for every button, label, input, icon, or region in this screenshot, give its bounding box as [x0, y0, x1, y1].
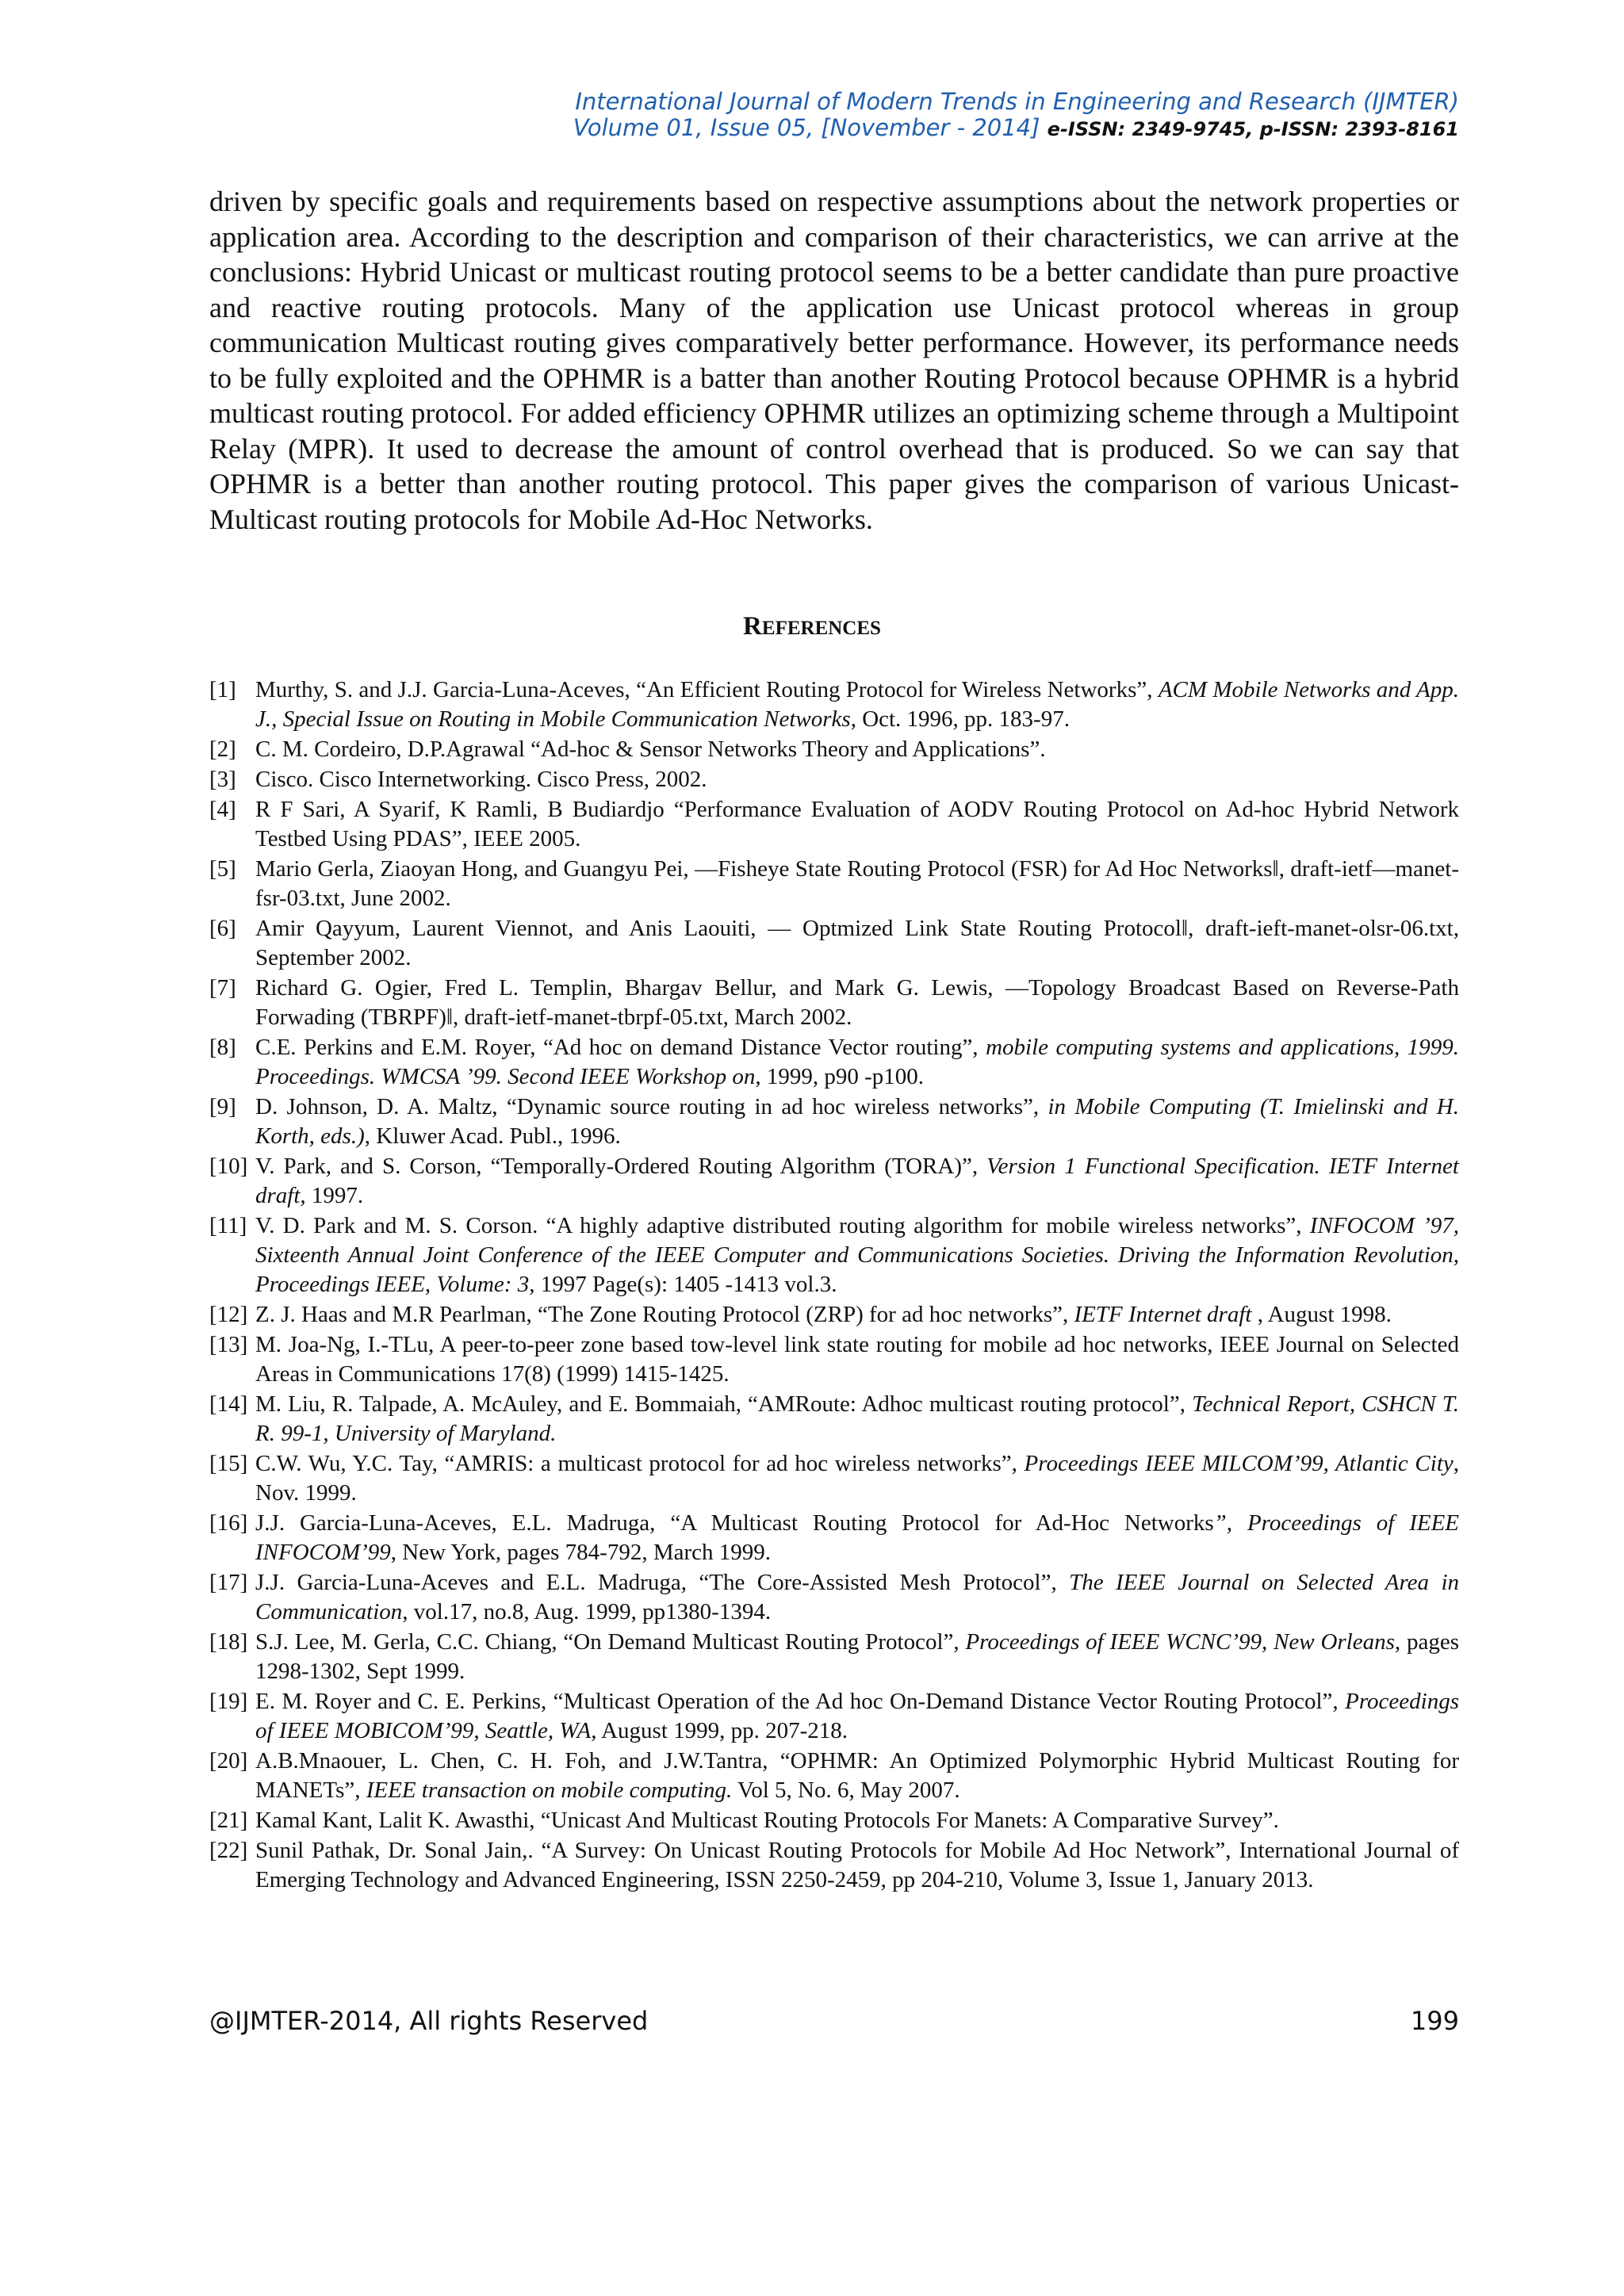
reference-item [209, 1628, 1459, 1686]
reference-number: [16] [209, 1510, 248, 1536]
reference-text: Richard G. Ogier, Fred L. Templin, Bhargav Bellur, and Mark G. Lewis, ―Topology Broadcast Based on Reverse-Path Forwading (TBRPF)‖, draft-ietf-manet-tbrpf-05.txt, March 2002. [255, 975, 1459, 1030]
references-heading-initial: R [743, 612, 762, 641]
reference-italic-text: IETF Internet draft [1074, 1302, 1252, 1327]
page-number: 199 [1410, 2006, 1459, 2036]
reference-text: , New York, pages 784-792, March 1999. [390, 1540, 772, 1565]
reference-number: [8] [209, 1035, 236, 1060]
reference-text: E. M. Royer and C. E. Perkins, “Multicast Operation of the Ad hoc On-Demand Distance Vector Routing Protocol”, [255, 1689, 1346, 1714]
reference-number: [2] [209, 737, 236, 762]
reference-italic-text: ACM Mobile Networks and App. J., Special Issue on Routing in Mobile Communication Networks [255, 677, 1459, 732]
reference-text: Sunil Pathak, Dr. Sonal Jain,. “A Survey: On Unicast Routing Protocols for Mobile Ad Hoc Network”, International Journal of Emerging Technology and Advanced Engineering, ISSN 2250-2459, pp 204-210, Volume 3, Issue 1, January 2013. [255, 1838, 1459, 1892]
reference-text: Z. J. Haas and M.R Pearlman, “The Zone Routing Protocol (ZRP) for ad hoc networks”, [255, 1302, 1074, 1327]
journal-header [573, 89, 1459, 143]
reference-number: [19] [209, 1689, 248, 1714]
reference-italic-text: IEEE transaction on mobile computing. [366, 1777, 733, 1803]
reference-text: D. Johnson, D. A. Maltz, “Dynamic source routing in ad hoc wireless networks”, [255, 1094, 1048, 1119]
reference-number: [17] [209, 1570, 248, 1595]
reference-item [209, 1093, 1459, 1151]
reference-text: , Oct. 1996, pp. 183-97. [850, 706, 1070, 732]
reference-number: [21] [209, 1808, 248, 1833]
reference-italic-text: INFOCOM ’97, Sixteenth Annual Joint Conference of the IEEE Computer and Communications Societies. Driving the Information Revolution, Proceedings IEEE, Volume: 3, [255, 1213, 1460, 1297]
reference-text: Vol 5, No. 6, May 2007. [732, 1777, 960, 1803]
reference-text: J.J. Garcia-Luna-Aceves, E.L. Madruga, “A Multicast Routing Protocol for Ad-Hoc Networks [255, 1510, 1214, 1536]
reference-number: [3] [209, 767, 236, 792]
reference-number: [11] [209, 1213, 247, 1238]
reference-text: J.J. Garcia-Luna-Aceves and E.L. Madruga, “The Core-Assisted Mesh Protocol”, [255, 1570, 1070, 1595]
reference-text: 1997. [305, 1183, 364, 1208]
reference-item [209, 1330, 1459, 1389]
reference-item [209, 914, 1459, 973]
reference-italic-text: The IEEE Journal on Selected Area in Communication [255, 1570, 1459, 1624]
reference-text: C. M. Cordeiro, D.P.Agrawal “Ad-hoc & Sensor Networks Theory and Applications”. [255, 737, 1046, 762]
reference-text: August 1999, pp. 207-218. [596, 1718, 848, 1743]
conclusion-paragraph: driven by specific goals and requirements based on respective assumptions about the network properties or application area. According to the description and comparison of their characteristics, we can arrive at the conclusions: Hybrid Unicast or multicast routing protocol seems to be a better candidate than pure proactive and reactive routing protocols. Many of the application use Unicast protocol whereas in group communication Multicast routing gives comparatively better performance. However, its performance needs to be fully exploited and the OPHMR is a batter than another Routing Protocol because OPHMR is a hybrid multicast routing protocol. For added efficiency OPHMR utilizes an optimizing scheme through a Multipoint Relay (MPR). It used to decrease the amount of control overhead that is produced. So we can say that OPHMR is a better than another routing protocol. This paper gives the comparison of various Unicast-Multicast routing protocols for Mobile Ad-Hoc Networks. [209, 186, 1459, 535]
reference-text: Cisco. Cisco Internetworking. Cisco Press, 2002. [255, 767, 707, 792]
reference-text: A.B.Mnaouer, L. Chen, C. H. Foh, and J.W.Tantra, “OPHMR: An Optimized Polymorphic Hybrid Multicast Routing for MANETs”, [255, 1748, 1459, 1803]
reference-italic-text: Proceedings of IEEE MOBICOM’99, Seattle, WA, [255, 1689, 1459, 1743]
reference-number: [9] [209, 1094, 236, 1119]
reference-item [209, 675, 1459, 734]
reference-text: S.J. Lee, M. Gerla, C.C. Chiang, “On Demand Multicast Routing Protocol”, [255, 1629, 966, 1655]
reference-italic-text: Proceedings of IEEE WCNC’99, New Orleans [965, 1629, 1395, 1655]
reference-text: Murthy, S. and J.J. Garcia-Luna-Aceves, “An Efficient Routing Protocol for Wireless Networks”, [255, 677, 1159, 702]
reference-text: M. Joa-Ng, I.-TLu, A peer-to-peer zone based tow-level link state routing for mobile ad hoc networks, IEEE Journal on Selected Areas in Communications 17(8) (1999) 1415-1425. [255, 1332, 1459, 1387]
reference-item [209, 1836, 1459, 1895]
reference-number: [1] [209, 677, 236, 702]
reference-number: [6] [209, 916, 236, 941]
reference-text: , vol.17, no.8, Aug. 1999, pp1380-1394. [402, 1599, 772, 1624]
reference-item [209, 1390, 1459, 1448]
reference-text: R F Sari, A Syarif, K Ramli, B Budiardjo “Performance Evaluation of AODV Routing Protocol on Ad-hoc Hybrid Network Testbed Using PDAS”, IEEE 2005. [255, 797, 1459, 851]
reference-number: [5] [209, 856, 236, 882]
reference-text: Kamal Kant, Lalit K. Awasthi, “Unicast And Multicast Routing Protocols For Manets: A Comparative Survey”. [255, 1808, 1279, 1833]
reference-item [209, 855, 1459, 913]
reference-item [209, 1568, 1459, 1627]
reference-item [209, 1211, 1459, 1299]
reference-item [209, 1509, 1459, 1567]
reference-item [209, 795, 1459, 854]
reference-text: , pages 1298-1302, Sept 1999. [255, 1629, 1459, 1684]
reference-item [209, 1747, 1459, 1805]
reference-number: [13] [209, 1332, 248, 1357]
reference-text: V. D. Park and M. S. Corson. “A highly adaptive distributed routing algorithm for mobile wireless networks”, [255, 1213, 1310, 1238]
footer-copyright: @IJMTER-2014, All rights Reserved [209, 2006, 649, 2036]
reference-number: [15] [209, 1451, 248, 1476]
reference-item [209, 1300, 1459, 1330]
reference-item [209, 1449, 1459, 1508]
reference-text: V. Park, and S. Corson, “Temporally-Ordered Routing Algorithm (TORA)”, [255, 1154, 987, 1179]
reference-number: [10] [209, 1154, 248, 1179]
reference-text: Mario Gerla, Ziaoyan Hong, and Guangyu Pei, ―Fisheye State Routing Protocol (FSR) for Ad Hoc Networks‖, draft-ietf—manet-fsr-03.txt, June 2002. [255, 856, 1459, 911]
reference-text: M. Liu, R. Talpade, A. McAuley, and E. Bommaiah, “AMRoute: Adhoc multicast routing protocol”, [255, 1391, 1193, 1417]
reference-text: Amir Qayyum, Laurent Viennot, and Anis Laouiti, ― Optmized Link State Routing Protocol‖, draft-ieft-manet-olsr-06.txt, September 2002. [255, 916, 1459, 970]
reference-number: [18] [209, 1629, 248, 1655]
references-heading-rest: EFERENCES [761, 618, 881, 639]
reference-text: , August 1998. [1251, 1302, 1392, 1327]
reference-italic-text: Version 1 Functional Specification. IETF Internet draft, [255, 1154, 1459, 1208]
reference-text: 1999, p90 -p100. [760, 1064, 925, 1089]
reference-text: 1997 Page(s): 1405 -1413 vol.3. [534, 1272, 837, 1297]
reference-number: [20] [209, 1748, 248, 1774]
reference-number: [22] [209, 1838, 248, 1863]
reference-item [209, 974, 1459, 1032]
reference-text: C.E. Perkins and E.M. Royer, “Ad hoc on demand Distance Vector routing”, [255, 1035, 986, 1060]
reference-number: [12] [209, 1302, 248, 1327]
reference-text: , Kluwer Acad. Publ., 1996. [364, 1123, 621, 1149]
reference-italic-text: Technical Report, CSHCN T. R. 99-1, University of Maryland. [255, 1391, 1459, 1446]
reference-italic-text: mobile computing systems and applications, 1999. Proceedings. WMCSA ’99. Second IEEE Workshop on, [255, 1035, 1459, 1089]
reference-item [209, 1687, 1459, 1746]
reference-italic-text: ”, Proceedings of IEEE INFOCOM’99 [255, 1510, 1459, 1565]
journal-issn: e-ISSN: 2349-9745, p-ISSN: 2393-8161 [1047, 118, 1459, 140]
references-list [209, 675, 1459, 1896]
journal-volume: Volume 01, Issue 05, [November - 2014] [573, 114, 1040, 141]
reference-item [209, 735, 1459, 764]
journal-volume-line [573, 115, 1459, 143]
reference-italic-text: in Mobile Computing (T. Imielinski and H. Korth, eds.) [255, 1094, 1459, 1149]
reference-italic-text: Proceedings IEEE MILCOM’99, Atlantic City [1024, 1451, 1454, 1476]
reference-number: [14] [209, 1391, 248, 1417]
reference-text: , Nov. 1999. [255, 1451, 1459, 1506]
journal-title: International Journal of Modern Trends in Engineering and Research (IJMTER) [575, 88, 1459, 115]
reference-text: C.W. Wu, Y.C. Tay, “AMRIS: a multicast protocol for ad hoc wireless networks”, [255, 1451, 1025, 1476]
reference-item [209, 1806, 1459, 1835]
reference-number: [4] [209, 797, 236, 822]
references-heading [0, 612, 1624, 641]
reference-item [209, 765, 1459, 794]
reference-number: [7] [209, 975, 236, 1001]
reference-item [209, 1033, 1459, 1092]
reference-item [209, 1152, 1459, 1211]
